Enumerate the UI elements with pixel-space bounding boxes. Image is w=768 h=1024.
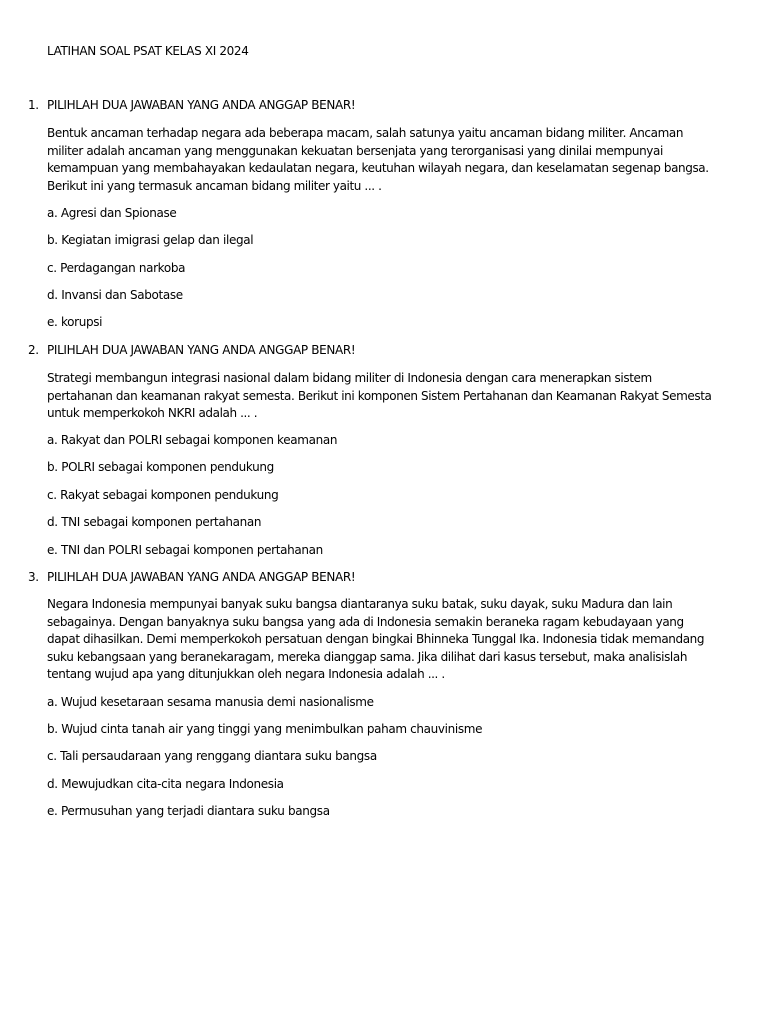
question-heading: PILIHLAH DUA JAWABAN YANG ANDA ANGGAP BENAR! [47, 570, 356, 584]
answer-option[interactable]: e. TNI dan POLRI sebagai komponen pertahanan [47, 543, 323, 557]
question-number: 2. [28, 343, 39, 357]
question-stem: Bentuk ancaman terhadap negara ada beberapa macam, salah satunya yaitu ancaman bidang militer. Ancaman militer adalah ancaman yang menggunakan kekuatan bersenjata yang terorganisasi yang dinilai mempunyai kemampuan yang membahayakan kedaulatan negara, keutuhan wilayah negara, dan keselamatan segenap bangsa. Berikut ini yang termasuk ancaman bidang militer yaitu ... . [47, 126, 709, 193]
answer-option[interactable]: a. Wujud kesetaraan sesama manusia demi nasionalisme [47, 695, 374, 709]
answer-option[interactable]: d. Mewujudkan cita-cita negara Indonesia [47, 777, 284, 791]
answer-option[interactable]: e. Permusuhan yang terjadi diantara suku bangsa [47, 804, 330, 818]
question-stem: Strategi membangun integrasi nasional dalam bidang militer di Indonesia dengan cara menerapkan sistem pertahanan dan keamanan rakyat semesta. Berikut ini komponen Sistem Pertahanan dan Keamanan Rakyat Semesta untuk memperkokoh NKRI adalah ... . [47, 371, 712, 421]
question-heading: PILIHLAH DUA JAWABAN YANG ANDA ANGGAP BENAR! [47, 343, 356, 357]
answer-option[interactable]: b. POLRI sebagai komponen pendukung [47, 460, 274, 474]
answer-option[interactable]: d. TNI sebagai komponen pertahanan [47, 515, 262, 529]
answer-option[interactable]: d. Invansi dan Sabotase [47, 288, 183, 302]
question-heading: PILIHLAH DUA JAWABAN YANG ANDA ANGGAP BENAR! [47, 98, 356, 112]
answer-option[interactable]: e. korupsi [47, 315, 103, 329]
answer-option[interactable]: c. Rakyat sebagai komponen pendukung [47, 488, 279, 502]
document-title: LATIHAN SOAL PSAT KELAS XI 2024 [47, 44, 249, 58]
answer-option[interactable]: a. Rakyat dan POLRI sebagai komponen keamanan [47, 433, 338, 447]
question-number: 3. [28, 570, 39, 584]
question-number: 1. [28, 98, 39, 112]
answer-option[interactable]: b. Wujud cinta tanah air yang tinggi yang menimbulkan paham chauvinisme [47, 722, 483, 736]
question-stem: Negara Indonesia mempunyai banyak suku bangsa diantaranya suku batak, suku dayak, suku Madura dan lain sebagainya. Dengan banyaknya suku bangsa yang ada di Indonesia semakin beraneka ragam kebudayaan yang dapat dihasilkan. Demi memperkokoh persatuan dengan bingkai Bhinneka Tunggal Ika. Indonesia tidak memandang suku kebangsaan yang beranekaragam, mereka dianggap sama. Jika dilihat dari kasus tersebut, maka analisislah tentang wujud apa yang ditunjukkan oleh negara Indonesia adalah ... . [47, 597, 705, 682]
answer-option[interactable]: c. Perdagangan narkoba [47, 261, 186, 275]
answer-option[interactable]: b. Kegiatan imigrasi gelap dan ilegal [47, 233, 254, 247]
answer-option[interactable]: c. Tali persaudaraan yang renggang diantara suku bangsa [47, 749, 377, 763]
answer-option[interactable]: a. Agresi dan Spionase [47, 206, 177, 220]
